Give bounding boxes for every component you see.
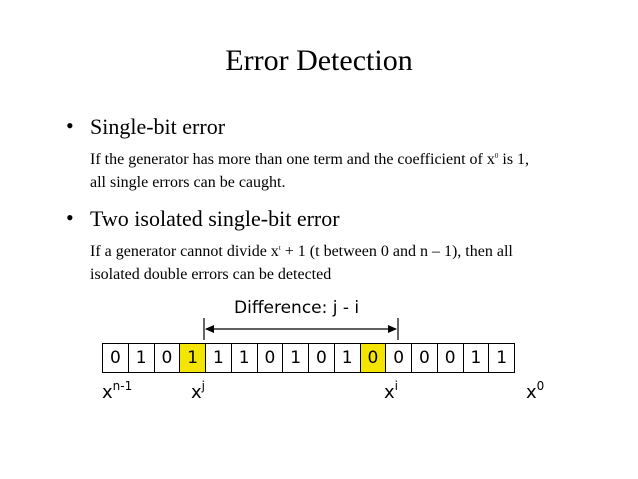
label-exponent: i [394, 379, 398, 393]
bit-cell: 1 [464, 344, 490, 372]
superscript: t [278, 244, 281, 252]
label-base: x [191, 382, 202, 403]
label-base: x [384, 382, 395, 403]
bit-cell: 1 [129, 344, 155, 372]
bit-cell: 0 [412, 344, 438, 372]
difference-label: Difference: j - i [234, 298, 360, 318]
label-x-n-minus-1 [102, 379, 132, 403]
bullet-heading: Single-bit error [90, 114, 226, 139]
arrow-left-head-icon [205, 325, 214, 333]
bit-cell: 1 [232, 344, 258, 372]
label-exponent: 0 [536, 379, 545, 393]
bullet-dot-icon: • [66, 205, 74, 230]
bit-cell: 0 [438, 344, 464, 372]
bit-cell: 0 [103, 344, 129, 372]
label-exponent: j [201, 379, 205, 393]
line-text: is 1, [498, 151, 530, 168]
bullet-dot-icon: • [66, 113, 74, 138]
bit-cell: 0 [309, 344, 335, 372]
arrow-right-head-icon [388, 325, 397, 333]
line-text: + 1 (t between 0 and n – 1), then all [280, 243, 513, 260]
label-exponent: n-1 [112, 379, 133, 393]
bit-cell: 1 [180, 344, 206, 372]
label-x-j [191, 379, 205, 403]
paragraph-line: isolated double errors can be detected [90, 266, 332, 283]
line-text: If the generator has more than one term and the coefficient of x [90, 151, 495, 168]
label-base: x [102, 382, 113, 403]
bit-cell: 1 [335, 344, 361, 372]
bit-sequence [102, 343, 515, 373]
bit-cell: 0 [386, 344, 412, 372]
label-x-0 [526, 379, 544, 403]
label-x-i [384, 379, 398, 403]
bullet-heading: Two isolated single-bit error [90, 206, 340, 231]
bit-cell: 0 [258, 344, 284, 372]
bit-cell: 0 [361, 344, 387, 372]
bit-cell: 1 [283, 344, 309, 372]
label-base: x [526, 382, 537, 403]
bit-cell: 0 [155, 344, 181, 372]
paragraph-line: all single errors can be caught. [90, 174, 286, 191]
superscript: 0 [494, 152, 499, 160]
line-text: If a generator cannot divide x [90, 243, 279, 260]
bit-cell: 1 [206, 344, 232, 372]
bit-cell: 1 [489, 344, 515, 372]
slide-title: Error Detection [225, 44, 413, 77]
